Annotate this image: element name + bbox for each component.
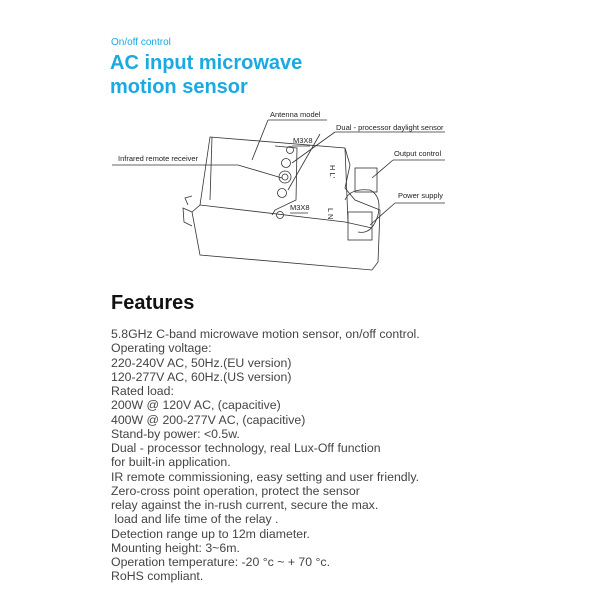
label-power-supply: Power supply: [398, 191, 444, 200]
label-ir-receiver: Infrared remote receiver: [118, 154, 199, 163]
label-screw-top: M3X8: [293, 136, 313, 145]
label-daylight-sensor: Dual - processor daylight sensor: [336, 123, 444, 132]
features-heading: Features: [111, 292, 195, 314]
terminal-label-bottom: L N: [326, 208, 335, 220]
feature-line: Stand-by power: <0.5w.: [111, 426, 240, 441]
feature-line: 400W @ 200-277V AC, (capacitive): [111, 412, 306, 427]
feature-line: relay against the in-rush current, secure the max.: [111, 498, 379, 512]
device-body: [192, 137, 380, 270]
feature-line: 120-277V AC, 60Hz.(US version): [111, 369, 292, 384]
feature-line: for built-in application.: [111, 455, 231, 470]
subtitle: On/off control: [111, 37, 171, 48]
title-line-2: motion sensor: [110, 76, 248, 98]
feature-line: 200W @ 120V AC, (capacitive): [111, 398, 281, 413]
feature-line: 5.8GHz C-band microwave motion sensor, on/off control.: [111, 327, 420, 341]
title-line-1: AC input microwave: [110, 52, 303, 74]
feature-line: Operating voltage:: [111, 341, 212, 356]
label-antenna: Antenna model: [270, 110, 321, 119]
feature-line: Rated load:: [111, 384, 174, 398]
feature-line: Operation temperature: -20 °c ~ + 70 °c.: [111, 555, 330, 569]
terminal-label-top: H L': [328, 165, 337, 179]
feature-line: Detection range up to 12m diameter.: [111, 526, 310, 541]
feature-line: RoHS compliant.: [111, 569, 204, 584]
device-diagram: [100, 100, 460, 280]
feature-line: Zero-cross point operation, protect the sensor: [111, 483, 360, 498]
feature-line: load and life time of the relay .: [111, 512, 279, 527]
features-list: [111, 327, 420, 584]
feature-line: 220-240V AC, 50Hz.(EU version): [111, 355, 292, 370]
feature-line: Dual - processor technology, real Lux-Off function: [111, 441, 381, 455]
feature-line: Mounting height: 3~6m.: [111, 540, 240, 555]
page-title: [110, 51, 302, 99]
label-screw-bottom: M3X8: [290, 203, 310, 212]
label-output-control: Output control: [394, 149, 442, 158]
feature-line: IR remote commissioning, easy setting and user friendly.: [111, 469, 420, 484]
